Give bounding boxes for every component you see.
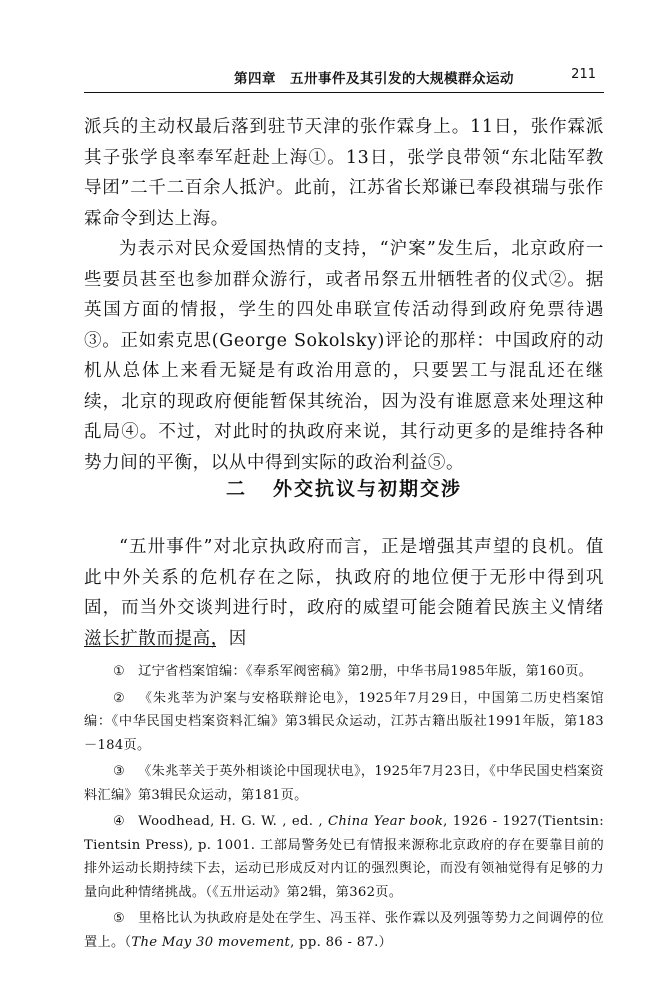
paragraph-3: “五卅事件”对北京执政府而言，正是增强其声望的良机。值此中外关系的危机存在之际，执政府的地位便于无形中得到巩固，而当外交谈判进行时，政府的威望可能会随着民族主义情绪滋长扩散而提高，因 <box>84 537 604 649</box>
footnote-mark: ④ <box>113 814 126 829</box>
footnote-ref-2[interactable]: ② <box>548 269 568 290</box>
page-number: 211 <box>571 67 596 82</box>
footnote-mark: ② <box>113 690 126 706</box>
footnote-mark: ⑤ <box>113 911 126 926</box>
body-text-top <box>84 112 604 478</box>
book-title-italic: The May 30 movement <box>131 934 291 950</box>
footnote-mark: ③ <box>113 764 126 779</box>
footnotes <box>84 660 604 957</box>
footnote-ref-3[interactable]: ③ <box>84 330 103 351</box>
running-head <box>84 64 604 88</box>
footnote-ref-5[interactable]: ⑤ <box>427 452 447 473</box>
paragraph-2: 为表示对民众爱国热情的支持，“沪案”发生后，北京政府一些要员甚至也参加群众游行，或者吊祭五卅牺牲者的仪式②。据英国方面的情报，学生的四处串联宣传活动得到政府免票待遇③。正如索克思(George Sokolsky)评论的那样：中国政府的动机从总体上来看无疑是有政治用意的，只要罢工与混乱还在继续，北京的现政府便能暂保其统治，因为没有谁愿意来处理这种乱局④。不过，对此时的执政府来说，其行动更多的是维持各种势力间的平衡，以从中得到实际的政治利益⑤。 <box>84 239 605 473</box>
section-heading <box>84 474 604 501</box>
book-title-italic: China Year book <box>327 814 444 829</box>
section-title: 外交抗议与初期交涉 <box>273 478 463 500</box>
footnote-2: ② 《朱兆莘为沪案与安格联辩论电》，1925年7月29日，中国第二历史档案馆编：《中华民国史档案资料汇编》第3辑民众运动，江苏古籍出版社1991年版，第183－184页。 <box>84 687 604 758</box>
body-text-section <box>84 532 604 654</box>
paragraph-1: 派兵的主动权最后落到驻节天津的张作霖身上。11日，张作霖派其子张学良率奉军赶赴上海①。13日，张学良带领“东北陆军教导团”二千二百余人抵沪。此前，江苏省长郑谦已奉段祺瑞与张作霖命令到达上海。 <box>84 117 604 229</box>
footnote-1: ① 辽宁省档案馆编：《奉系军阀密稿》第2册，中华书局1985年版，第160页。 <box>84 660 604 684</box>
footnote-4: ④ Woodhead, H. G. W. , ed. , China Year book, 1926 - 1927(Tientsin: Tientsin Press), p. 1001. 工部局警务处已有情报来源称北京政府的存在要靠目前的排外运动长期持续下去，运动已形成反对内讧的强烈舆论，而没有领袖觉得有足够的力量向此种情绪挑战。（《五卅运动》第2辑，第362页。 <box>84 810 604 904</box>
section-number: 二 <box>225 478 247 500</box>
footnote-rule <box>84 646 216 647</box>
header-rule <box>84 92 604 93</box>
footnote-3: ③ 《朱兆莘关于英外相谈论中国现状电》，1925年7月23日，《中华民国史档案资料汇编》第3辑民众运动，第181页。 <box>84 760 604 807</box>
footnote-ref-1[interactable]: ① <box>308 147 328 168</box>
footnote-mark: ① <box>113 664 126 679</box>
chapter-title: 第四章 五卅事件及其引发的大规模群众运动 <box>234 71 514 87</box>
footnote-ref-4[interactable]: ④ <box>121 422 140 442</box>
footnote-5: ⑤ 里格比认为执政府是处在学生、冯玉祥、张作霖以及列强等势力之间调停的位置上。（The May 30 movement, pp. 86 - 87.） <box>84 907 604 954</box>
